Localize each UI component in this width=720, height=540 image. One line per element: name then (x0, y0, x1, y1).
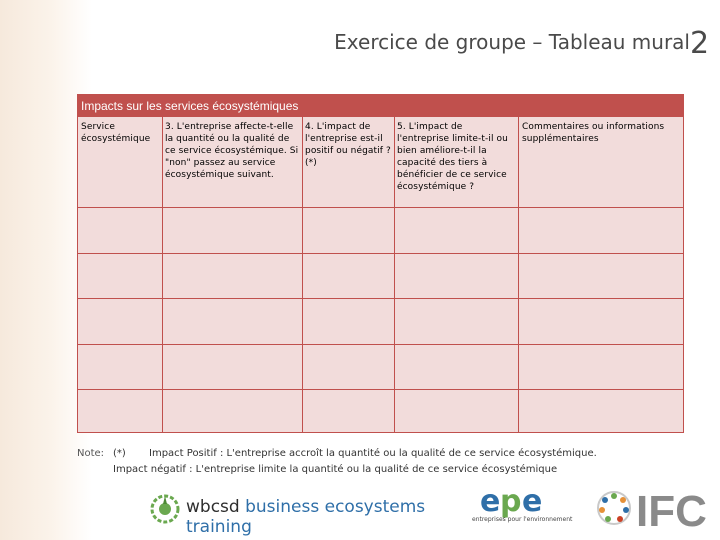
row-divider (78, 207, 683, 208)
note-marker: (*) (113, 448, 126, 459)
note-negative-impact: Impact négatif : L'entreprise limite la quantité ou la qualité de ce service écosystémique (113, 464, 558, 475)
column-divider (394, 117, 395, 432)
epe-logo (472, 484, 577, 528)
column-header-comments: Commentaires ou informations supplémentaires (522, 122, 665, 144)
ifc-emblem-icon (592, 480, 712, 532)
wbcsd-globe-icon (148, 492, 182, 526)
epe-wordmark-icon (472, 484, 577, 518)
svg-text:p: p (500, 484, 522, 518)
column-header-question-5: 5. L'impact de l'entreprise limite-t-il ou bien améliore-t-il la capacité des tiers à bénéficier de ce service écosystémique ? (397, 122, 508, 192)
note-label: Note: (77, 448, 105, 459)
wbcsd-logo (148, 492, 433, 537)
table-header: Impacts sur les services écosystémiques (78, 95, 683, 117)
column-header-question-3: 3. L'entreprise affecte-t-elle la quantité ou la qualité de ce service écosystémique. Si "non" passez au service écosystémique suivant. (165, 122, 299, 180)
slide-number: 2 (690, 26, 710, 61)
svg-text:IFC: IFC (636, 487, 707, 532)
ifc-logo (592, 480, 712, 532)
column-header-service: Service écosystémique (81, 122, 151, 144)
page-title: Exercice de groupe – Tableau mural (334, 30, 690, 54)
column-divider (518, 117, 519, 432)
epe-tagline: entreprises pour l'environnement (472, 516, 573, 523)
impacts-table (77, 94, 684, 433)
row-divider (78, 389, 683, 390)
note-positive-impact: Impact Positif : L'entreprise accroît la quantité ou la qualité de ce service écosystémique. (149, 448, 597, 459)
row-divider (78, 344, 683, 345)
column-divider (162, 117, 163, 432)
svg-text:e: e (522, 484, 543, 518)
table-grid (78, 117, 683, 432)
training-title: business ecosystems training (186, 497, 426, 537)
svg-text:e: e (480, 484, 501, 518)
column-header-question-4: 4. L'impact de l'entreprise est-il positif ou négatif ?(*) (305, 122, 391, 168)
row-divider (78, 298, 683, 299)
row-divider (78, 253, 683, 254)
column-divider (302, 117, 303, 432)
wbcsd-wordmark: wbcsd (186, 497, 240, 517)
